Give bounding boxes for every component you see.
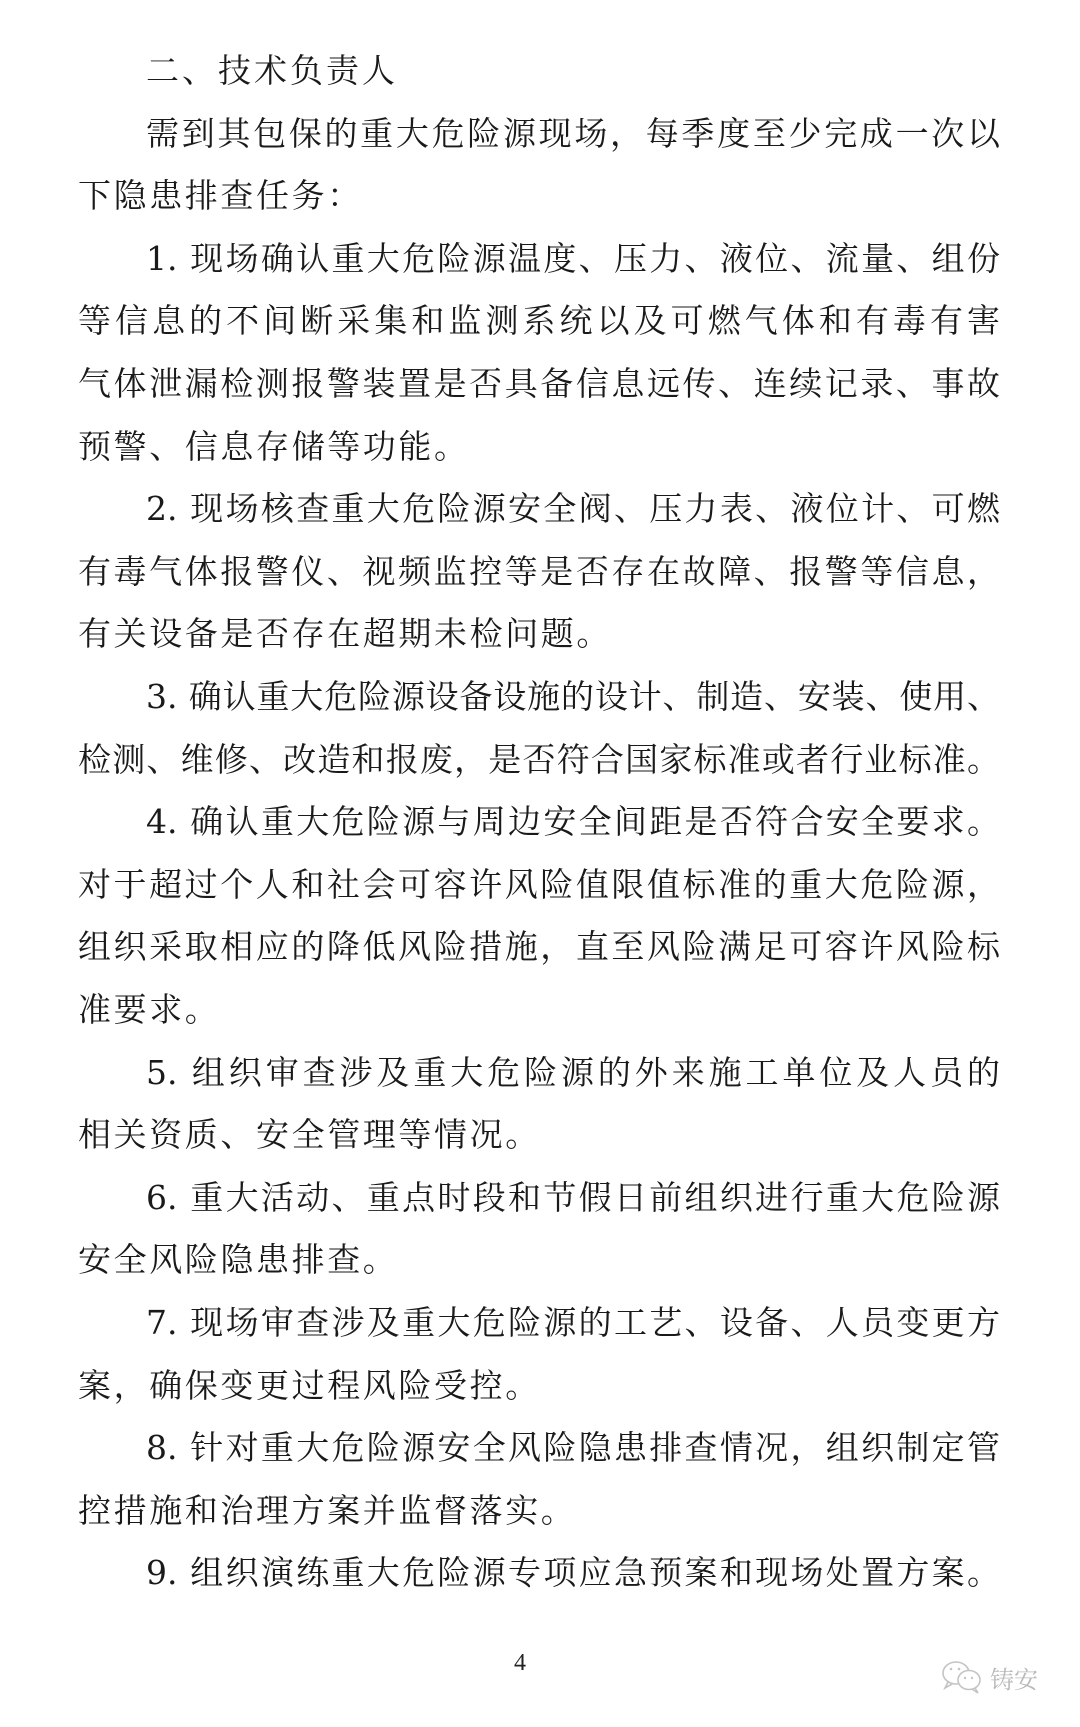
text-line: 案，确保变更过程风险受控。 (78, 1365, 541, 1405)
text-line: 2. 现场核查重大危险源安全阀、压力表、液位计、可燃 (146, 489, 1000, 529)
text-line: 预警、信息存储等功能。 (78, 426, 470, 466)
text-line: 8. 针对重大危险源安全风险隐患排查情况，组织制定管 (146, 1428, 1000, 1468)
text-line: 5. 组织审查涉及重大危险源的外来施工单位及人员的 (146, 1052, 1000, 1092)
text-line: 安全风险隐患排查。 (78, 1240, 399, 1280)
page-number: 4 (514, 1650, 526, 1676)
wechat-icon (940, 1659, 984, 1695)
text-line: 控措施和治理方案并监督落实。 (78, 1490, 577, 1530)
text-line: 准要求。 (78, 990, 221, 1029)
text-line: 9. 组织演练重大危险源专项应急预案和现场处置方案。 (146, 1553, 1000, 1593)
watermark-label: 铸安 (990, 1665, 1038, 1694)
text-line: 对于超过个人和社会可容许风险值限值标准的重大危险源， (78, 864, 1000, 904)
text-line: 7. 现场审查涉及重大危险源的工艺、设备、人员变更方 (146, 1303, 1000, 1342)
text-line: 4. 确认重大危险源与周边安全间距是否符合安全要求。 (146, 802, 1000, 842)
wechat-watermark (940, 1655, 1038, 1699)
text-line: 有关设备是否存在超期未检问题。 (78, 614, 612, 654)
text-line: 有毒气体报警仪、视频监控等是否存在故障、报警等信息， (78, 551, 1000, 591)
text-line: 等信息的不间断采集和监测系统以及可燃气体和有毒有害 (78, 301, 1000, 341)
text-line: 3. 确认重大危险源设备设施的设计、制造、安装、使用、 (146, 677, 1000, 716)
text-line: 组织采取相应的降低风险措施，直至风险满足可容许风险标 (78, 927, 1000, 967)
text-line: 检测、维修、改造和报废，是否符合国家标准或者行业标准。 (78, 739, 1000, 779)
text-line: 气体泄漏检测报警装置是否具备信息远传、连续记录、事故 (78, 364, 1000, 403)
text-line: 下隐患排查任务： (78, 176, 363, 216)
text-line: 1. 现场确认重大危险源温度、压力、液位、流量、组份 (146, 238, 1000, 278)
text-line: 6. 重大活动、重点时段和节假日前组织进行重大危险源 (146, 1177, 1000, 1217)
text-line: 需到其包保的重大危险源现场，每季度至少完成一次以 (146, 113, 1000, 153)
text-line: 相关资质、安全管理等情况。 (78, 1115, 541, 1155)
section-heading: 二、技术负责人 (146, 51, 398, 90)
